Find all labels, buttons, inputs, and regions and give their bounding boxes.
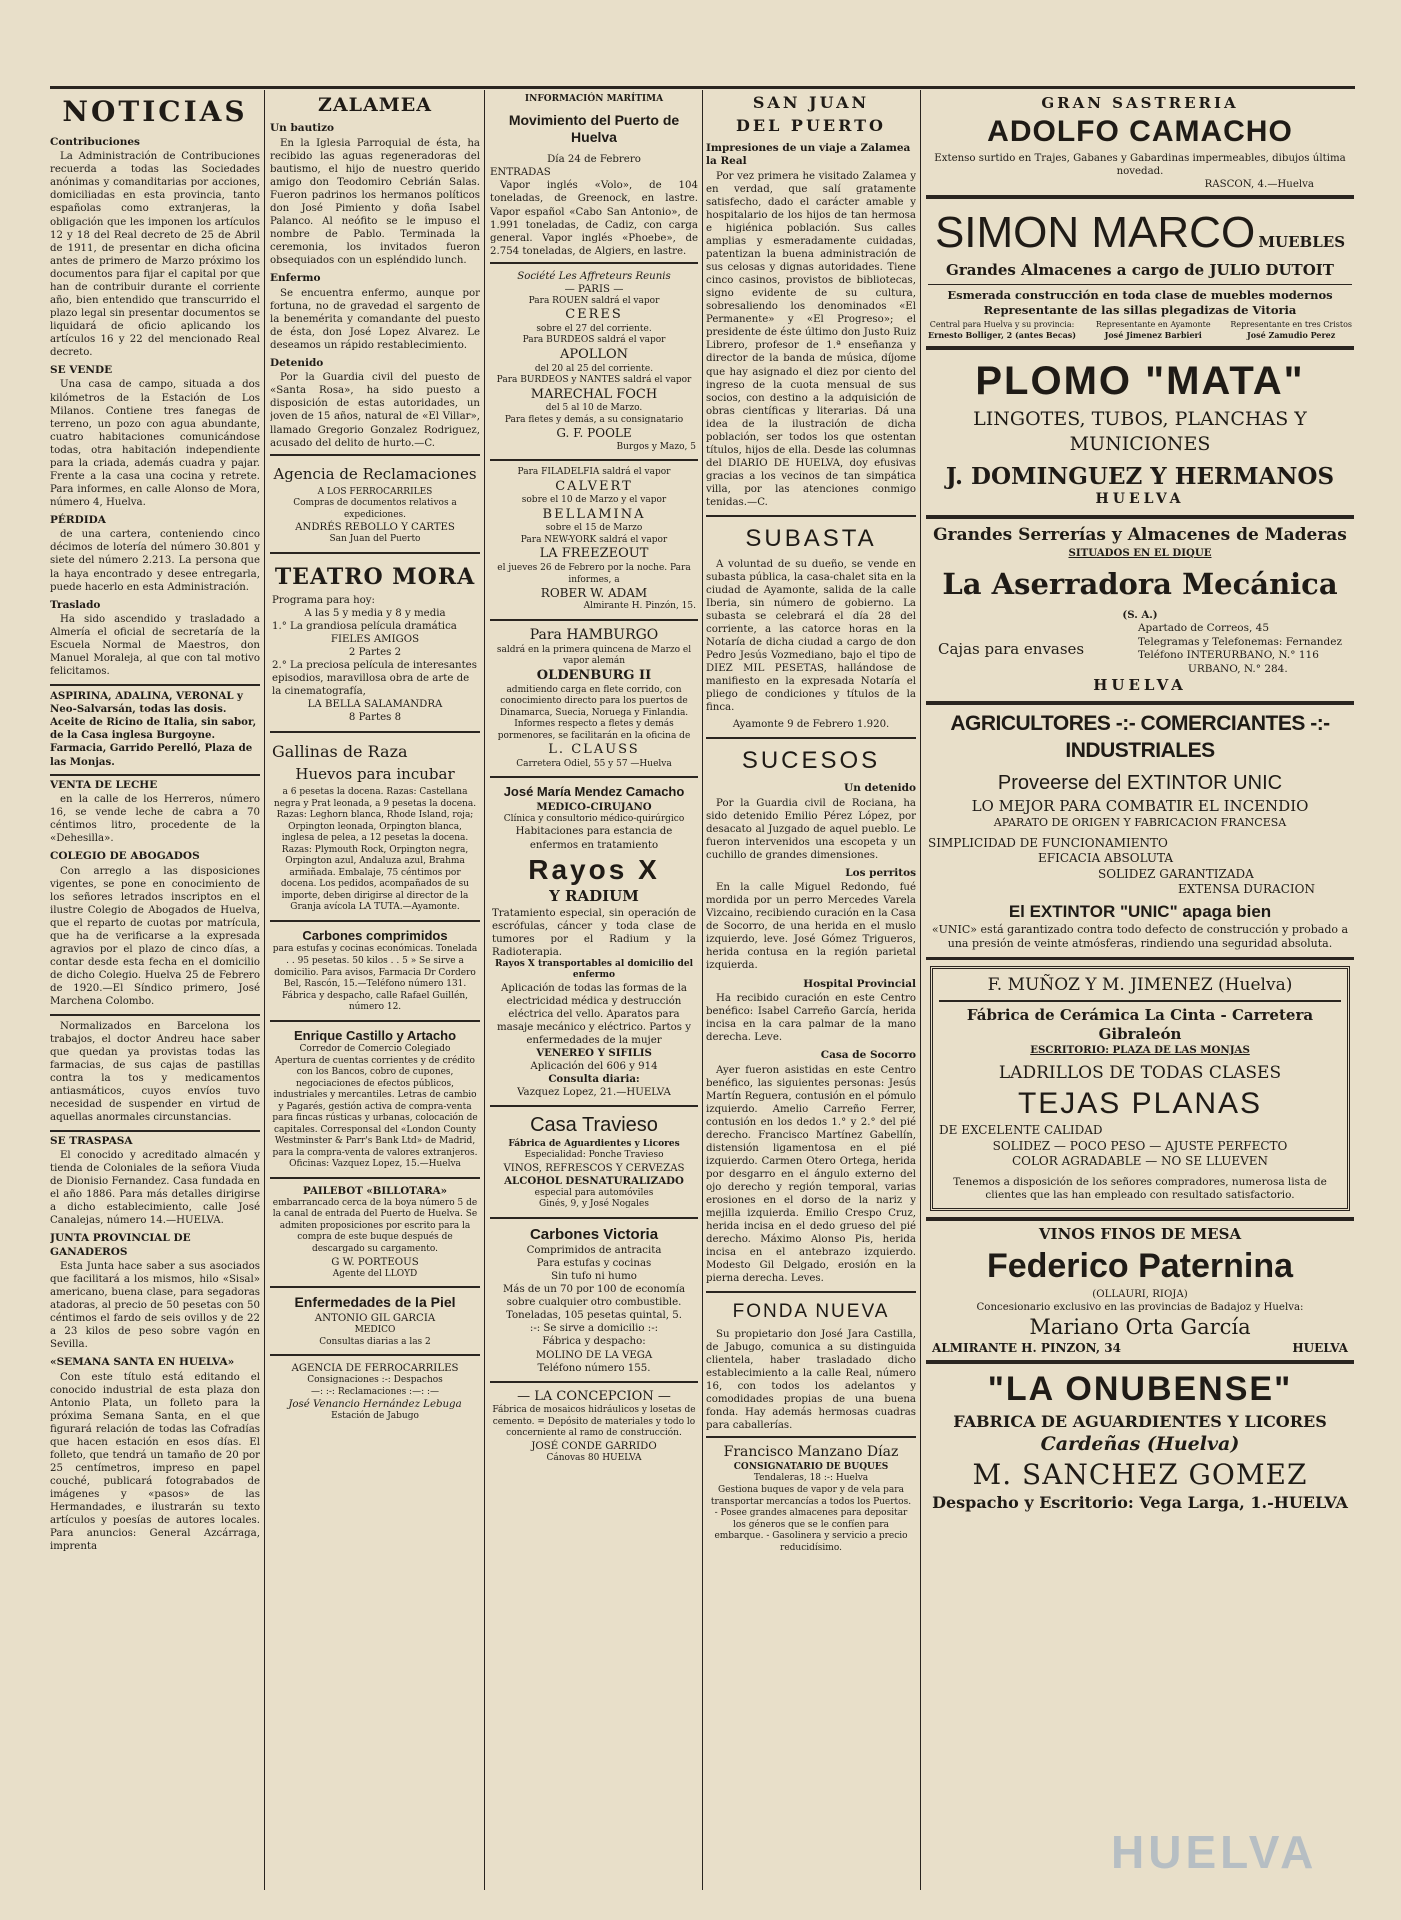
ad-text: 8 Partes 8 — [348, 712, 402, 724]
news-text: El conocido y acreditado almacén y tienda de Coloniales de la señora Viuda de Dionisio Fernandez. Casa fundada en el año 1886. Para más detalles dirigirse a dicho establecimiento, calle José Canalejas, número 14.—HUELVA. — [50, 1149, 260, 1227]
ad-text: Ginés, 9, y José Nogales — [539, 1199, 649, 1210]
ad-subtitle: Fábrica de Cerámica La Cinta - Carretera Gibraleón — [966, 1005, 1314, 1044]
column-maritima — [490, 90, 698, 1890]
news-text: En la calle Miguel Redondo, fué mordida por un perro Mercedes Varela Vizcaino, recibiendo curación en la Casa de Socorro, de una herida en el muslo izquierdo, leve. José Gómez Trigueros, herida contusa en la región parietal izquierda. — [706, 882, 916, 972]
ad-subtitle: VINOS FINOS DE MESA — [1038, 1225, 1242, 1244]
news-text: Por la Guardia civil del puesto de «Santa Rosa», ha sido puesto a disposición de estas autoridades, un joven de 15 años, natural de «El Villar», llamado Gregorio Gonzalez Rodriguez, acusado del delito de hurto.—C. — [270, 372, 480, 449]
travieso-ad — [490, 1105, 698, 1217]
news-text: Ayamonte 9 de Febrero 1.920. — [732, 719, 890, 731]
ad-name: J. DOMINGUEZ Y HERMANOS — [945, 462, 1335, 490]
ad-title: José María Mendez Camacho — [503, 784, 685, 800]
news-heading: Traslado — [50, 598, 101, 611]
ad-text: Representante en Ayamonte — [1095, 319, 1211, 329]
news-heading: COLEGIO DE ABOGADOS — [50, 850, 200, 863]
ad-text: 1.° La grandiosa película dramática — [272, 621, 457, 633]
news-heading: Un detenido — [844, 782, 916, 795]
ad-title: Carbones comprimidos — [302, 927, 448, 943]
section-title: SUBASTA — [745, 525, 877, 553]
news-text: Se encuentra enfermo, aunque por fortuna, no de gravedad el sargento de la benemérita y comandante del puesto de ésta, don José Lopez Alvarez. Le deseamos un rápido restablecimiento. — [270, 287, 480, 351]
ad-text: Habitaciones para estancia de enfermos en tratamiento — [515, 826, 673, 851]
ad-text: Despacho y Escritorio: Vega Larga, 1.-HUELVA — [932, 1492, 1348, 1512]
news-text: Esta Junta hace saber a sus asociados que facilitará a los mismos, hilo «Sisal» americano, buena clase, para segadoras atadoras, al precio de 50 pesetas con 50 céntimos el fardo de seis ovillos y de 22 a 23 kilos de peso sobre vagón en Sevilla. — [50, 1261, 260, 1351]
news-heading: Contribuciones — [50, 135, 140, 148]
ad-subtitle: Proveerse del EXTINTOR UNIC — [997, 771, 1283, 794]
news-heading: ENTRADAS — [490, 167, 551, 179]
news-text: Una casa de campo, situada a dos kilómetros de la Estación de Los Milanos. Contiene tres fanegas de terreno, un pozo con agua abundante, cuatro habitaciones comunicándose todas, otra habitación independiente para la criada, además cuadra y pajar. Frente a la casa una cocina y retrete. Para informes, en calle Alonso de Mora, número 4, Huelva. — [50, 379, 260, 508]
ad-text: MEDICO — [354, 1325, 396, 1336]
ad-text: Fábrica de mosaicos hidráulicos y losetas de cemento. = Depósito de materiales y todo lo concerniente al ramo de construcción. — [492, 1405, 696, 1439]
ad-text: a 6 pesetas la docena. Razas: Castellana negra y Prat leonada, a 9 pesetas la docena. Razas: Leghorn blanca, Rhode Island, roja; Orpington leonada, Orpington blanca, inglesa de pelea, a 12 pesetas la docena. Razas: Plymouth Rock, Orpington negra, Orpington azul, Andaluza azul, Brahma armiñada. Embalaje, 75 céntimos por docena. Los pedidos, acompañados de su importe, deben dirigirse al director de la Granja avícola LA TUTA.—Ayamonte. — [273, 787, 477, 913]
ad-text: Agente del LLOYD — [332, 1268, 418, 1279]
news-text: Vapor inglés «Volo», de 104 toneladas, de Greenock, en lastre. Vapor español «Cabo San Antonio», de 1.991 toneladas, de Cadiz, con carga general. Vapor inglés «Phoebe», de 2.754 toneladas, de Algiers, en lastre. — [490, 180, 698, 257]
fonda-section — [706, 1291, 916, 1432]
news-heading: VENTA DE LECHE — [50, 774, 260, 792]
ad-name: ANDRÉS REBOLLO Y CARTES — [295, 522, 455, 534]
ad-text: VINOS, REFRESCOS Y CERVEZAS — [503, 1162, 685, 1174]
column-anuncios — [926, 90, 1354, 1890]
ad-title: F. MUÑOZ Y M. JIMENEZ (Huelva) — [939, 975, 1341, 1002]
ship-name: MARECHAL FOCH — [530, 386, 658, 402]
ad-text: LO MEJOR PARA COMBATIR EL INCENDIO — [971, 796, 1309, 815]
ad-text: Telegramas y Telefonemas: Fernandez — [1137, 635, 1342, 648]
column-noticias — [50, 90, 260, 1890]
ad-text: ALCOHOL DESNATURALIZADO — [504, 1174, 684, 1187]
news-heading: JUNTA PROVINCIAL DE GANADEROS — [50, 1232, 191, 1258]
ad-text: sobre el 15 de Marzo — [545, 523, 643, 534]
ad-text: Para estufas y cocinas — [536, 1258, 652, 1270]
concepcion-ad — [490, 1381, 698, 1471]
ad-text: LA BELLA SALAMANDRA — [307, 699, 443, 711]
aspirina-ad: ASPIRINA, ADALINA, VERONAL y Neo-Salvarsán, todas las dosis. Aceite de Ricino de Italia, sin sabor, de la Casa inglesa Burgoyne. Farmacia, Garrido Perelló, Plaza de las Monjas. — [50, 684, 260, 768]
ad-text: (OLLAURI, RIOJA) — [1092, 1289, 1188, 1301]
ad-text: Sin tufo ni humo — [551, 1271, 637, 1283]
ad-title: Enrique Castillo y Artacho — [293, 1027, 457, 1043]
ad-title: Francisco Manzano Díaz — [723, 1444, 899, 1461]
ad-text: Consultas diarias a las 2 — [319, 1336, 431, 1347]
ad-text: Apertura de cuentas corrientes y de crédito con los Bancos, cobro de cupones, negociaciones de efectos públicos, industriales y mercantiles. Letras de cambio y Pagarés, gestión activa de compra-venta para fincas rústicas y urbanas, colocación de capitales. Corresponsal del «London County Westminster & Parr's Bank Ltd» de Madrid, para la compra-venta de valores extranjeros. Oficinas: Vazquez Lopez, 15.—Huelva — [272, 1055, 478, 1170]
ad-text: Tratamiento especial, sin operación de escrófulas, cáncer y toda clase de tumores por el Radium y la Radioterapia. — [492, 907, 696, 958]
ad-text: Almirante H. Pinzón, 15. — [583, 601, 696, 612]
gallinas-ad — [270, 731, 480, 920]
ad-name: ROBER W. ADAM — [540, 586, 648, 601]
section-kicker: INFORMACIÓN MARÍTIMA — [524, 94, 664, 104]
ad-title: Gallinas de Raza — [272, 741, 408, 761]
ad-text: sobre el 27 del corriente. — [536, 323, 652, 334]
ad-text: Para ROUEN saldrá el vapor — [528, 295, 660, 306]
extintor-ad — [926, 701, 1354, 960]
ad-text: especial para automóviles — [534, 1187, 654, 1198]
ad-text: Para fletes y demás, a su consignatario — [504, 414, 684, 425]
ad-text: ESCRITORIO: PLAZA DE LAS MONJAS — [1030, 1044, 1250, 1057]
ad-subtitle: SITUADOS EN EL DIQUE — [1068, 547, 1212, 560]
ad-title: PAILEBOT «BILLOTARA» — [303, 1184, 447, 1197]
ad-text: Teléfono número 155. — [537, 1362, 651, 1374]
ship-name: OLDENBURG II — [536, 667, 652, 683]
ad-text: Especialidad: Ponche Travieso — [524, 1150, 664, 1161]
ad-text: Para BURDEOS y NANTES saldrá el vapor — [496, 375, 692, 386]
ad-text: HUELVA — [1095, 491, 1185, 508]
ad-name: G W. PORTEOUS — [331, 1256, 419, 1268]
news-text: Ha sido ascendido y trasladado a Almería el oficial de secretaría de la Escuela Normal de Maestros, don Manuel Moraleja, al que con tal motivo felicitamos. — [50, 614, 260, 678]
ad-name: M. SANCHEZ GOMEZ — [972, 1457, 1308, 1491]
ad-text: 2.° La preciosa película de interesantes episodios, maravillosa obra de arte de la cinematografía, — [272, 660, 477, 698]
ad-text: Clínica y consultorio médico-quirúrgico — [503, 813, 685, 824]
ad-text: VENEREO Y SIFILIS — [536, 1047, 652, 1060]
section-title: FONDA NUEVA — [732, 1301, 890, 1323]
ad-text: —: :-: Reclamaciones :—: :— — [310, 1386, 440, 1397]
ad-text: Central para Huelva y su provincia: — [929, 319, 1075, 329]
pailebot-ad — [270, 1177, 480, 1286]
ad-name: L. CLAUSS — [548, 742, 640, 758]
ad-text: FIELES AMIGOS — [330, 634, 420, 646]
news-text: Con arreglo a las disposiciones vigentes, se pone en conocimiento de los señores letrados inscriptos en el ilustre Colegio de Abogados de Huelva, que el reparto de cuotas por matrícula, que ha de verificarse a la expresada agravios por el plazo de cinco días, a contar desde esta fecha en el domicilio de dicho Colegio. Huelva 25 de Febrero de 1920.—El Síndico primero, José Marchena Colombo. — [50, 865, 260, 1008]
section-title: NOTICIAS — [62, 95, 248, 128]
news-text: en la calle de los Herreros, número 16, se vende leche de cabra a 70 céntimos litro, procedente de la «Dehesilla». — [50, 793, 260, 845]
ad-text: Para FILADELFIA saldrá el vapor — [517, 467, 671, 478]
ad-text: DE EXCELENTE CALIDAD — [939, 1123, 1103, 1138]
ad-text: ALMIRANTE H. PINZON, 34 — [932, 1341, 1121, 1356]
ad-title: AGENCIA DE FERROCARRILES — [291, 1363, 459, 1375]
ad-text: Cajas para envases — [938, 639, 1085, 658]
ad-text: Esmerada construcción en toda clase de muebles modernos — [928, 284, 1352, 303]
ad-title: Enfermedades de la Piel — [294, 1294, 456, 1311]
ad-text: APARATO DE ORIGEN Y FABRICACION FRANCESA — [993, 815, 1287, 829]
news-heading: Enfermo — [270, 272, 321, 285]
societe-ad — [490, 262, 698, 459]
ad-text: Concesionario exclusivo en las provincias de Badajoz y Huelva: — [976, 1302, 1304, 1314]
ad-text: SOLIDEZ GARANTIZADA — [1098, 866, 1254, 881]
ad-subtitle: MUEBLES — [1258, 232, 1346, 251]
ad-text: Para NEW-YORK saldrá el vapor — [520, 534, 668, 545]
ad-text: (S. A.) — [1122, 609, 1158, 622]
ad-subtitle: Huevos para incubar — [295, 765, 455, 783]
ad-subtitle: CONSIGNATARIO DE BUQUES — [733, 1461, 889, 1472]
ad-title: Agencia de Reclamaciones — [273, 464, 477, 483]
ad-text: saldrá en la primera quincena de Marzo el vapor alemán — [496, 644, 692, 667]
section-title: ZALAMEA — [318, 94, 432, 116]
news-text: Por la Guardia civil de Rociana, ha sido detenido Emilio Pérez López, por desacato al Juzgado de aquel pueblo. Le fueron intervenidos una escopeta y un cuchillo de grandes dimensiones. — [706, 797, 916, 861]
manzano-ad — [706, 1436, 916, 1560]
archive-watermark: HUELVA — [1111, 1826, 1318, 1878]
ferrocarriles-ad — [270, 1354, 480, 1429]
ad-subtitle: Grandes Almacenes a cargo de JULIO DUTOIT — [946, 261, 1334, 280]
ad-title: Société Les Affreteurs Reunis — [517, 270, 671, 282]
news-text: En la Iglesia Parroquial de ésta, ha recibido las aguas regeneradoras del bautismo, el hijo de nuestro querido amigo don Teodomiro Cebrián Salas. Fueron padrinos los hermanos políticos don José Pimiento y doña Isabel Palanco. Al neófito se le impuso el nombre de Pablo. Terminada la ceremonia, los invitados fueron obsequiados con un espléndido lunch. — [270, 137, 480, 267]
ad-text: URBANO, N.° 284. — [1187, 662, 1288, 675]
ad-name: JOSÉ CONDE GARRIDO — [531, 1440, 657, 1452]
ad-title: PLOMO "MATA" — [975, 359, 1305, 404]
ad-title: "LA ONUBENSE" — [987, 1370, 1293, 1409]
top-rule — [50, 86, 1355, 89]
ad-title: Federico Paternina — [986, 1246, 1294, 1285]
ad-text: Aplicación del 606 y 914 — [530, 1061, 658, 1073]
news-text: Normalizados en Barcelona los trabajos, el doctor Andreu hace saber que quedan ya provistas todas las farmacias, de sus cajas de pastillas contra la tos y medicamentos antiasmáticos, cuyos envíos tuvo necesidad de suspender en virtud de aquellas anormales circunstancias. — [50, 1014, 260, 1124]
ad-text: admitiendo carga en flete corrido, con conocimiento directo para los puertos de Dinamarca, Suecia, Noruega y Finlandia. Informes respecto a fletes y demás pormenores, se facilitarán en la oficina de — [497, 684, 691, 741]
column-rule — [484, 90, 485, 1890]
ad-text: Más de un 70 por 100 de economía sobre cualquier otro combustible. — [502, 1284, 686, 1309]
ad-text: Para BURDEOS saldrá el vapor — [522, 335, 666, 346]
ad-title: Grandes Serrerías y Almacenes de Maderas — [933, 525, 1347, 546]
ad-text: Cánovas 80 HUELVA — [546, 1452, 642, 1463]
ad-text: EFICACIA ABSOLUTA — [1038, 851, 1174, 866]
ad-text: José Jimenez Barbieri — [1104, 329, 1202, 340]
ad-title: — LA CONCEPCION — — [517, 1388, 671, 1404]
section-title: SAN JUAN — [752, 93, 870, 112]
ad-text: «UNIC» está garantizado contra todo defecto de construcción y probado a una presión de veinte atmósferas, rindiendo una seguridad absoluta. — [931, 922, 1349, 951]
victoria-ad — [490, 1217, 698, 1381]
ship-name: CERES — [565, 307, 623, 323]
ad-text: HUELVA — [1292, 1341, 1348, 1356]
ad-name: José Venancio Hernández Lebuga — [288, 1399, 462, 1411]
ad-text: Tenemos a disposición de los señores compradores, numerosa lista de clientes que las han empleado con resultado satisfactorio. — [953, 1175, 1327, 1201]
ad-text: el jueves 26 de Febrero por la noche. Para informes, a — [497, 563, 691, 585]
column-san-juan — [706, 90, 916, 1890]
ad-text: Programa para hoy: — [272, 595, 375, 607]
ad-text: LINGOTES, TUBOS, PLANCHAS Y MUNICIONES — [973, 408, 1307, 455]
teatro-ad — [270, 552, 480, 731]
representantes-row — [928, 320, 1352, 340]
ad-subtitle: FABRICA DE AGUARDIENTES Y LICORES — [953, 1411, 1327, 1431]
ad-name: G. F. POOLE — [556, 426, 632, 441]
hamburgo-ad — [490, 619, 698, 776]
ad-title: AGRICULTORES -:- COMERCIANTES -:- INDUSTRIALES — [950, 712, 1330, 763]
ad-text: Compras de documentos relativos a expediciones. — [293, 498, 457, 520]
news-heading: Detenido — [270, 356, 324, 369]
ad-subtitle: Fábrica de Aguardientes y Licores — [508, 1138, 680, 1149]
onubense-ad — [926, 1360, 1354, 1517]
news-heading: PÉRDIDA — [50, 513, 106, 526]
ad-text: Gestiona buques de vapor y de vela para transportar mercancías a todos los Puertos. - Posee grandes almacenes para depositar los géneros que se le confíen para embarque. - Gasolinera y servicio a precio reducidísimo. — [710, 1485, 912, 1553]
section-title: DEL PUERTO — [736, 116, 886, 136]
ad-text: LADRILLOS DE TODAS CLASES — [998, 1063, 1282, 1084]
ad-text: Carretera Odiel, 55 y 57 —Huelva — [516, 758, 672, 769]
ad-text: El EXTINTOR "UNIC" apaga bien — [1008, 902, 1272, 922]
ad-text: Toneladas, 105 pesetas quintal, 5. — [505, 1310, 682, 1322]
news-text: Su propietario don José Jara Castilla, de Jabugo, comunica a su distinguida clientela, haber trasladado dicho establecimiento a la calle Real, número 16, con todos los adelantos y comodidades propias de una buena fonda. Hay además hermosas cuadras para caballerías. — [706, 1328, 916, 1432]
ad-text: SOLIDEZ — POCO PESO — AJUSTE PERFECTO — [992, 1138, 1288, 1153]
ad-text: para estufas y cocinas económicas. Tonelada . . 95 pesetas. 50 kilos . . 5 » Se sirve a domicilio. Para avisos, Farmacia Dr Cordero Bel, Rascón, 15.—Teléfono número 131. Fábrica y despacho, calle Rafael Guillén, número 12. — [272, 944, 478, 1013]
ad-text: José Zamudio Perez — [1247, 329, 1336, 340]
ad-text: del 20 al 25 del corriente. — [534, 363, 654, 374]
ad-text: San Juan del Puerto — [329, 534, 421, 545]
ad-text: Representante de las sillas plegadizas de Vitoria — [983, 302, 1297, 317]
news-text: La Administración de Contribuciones recuerda a todas las Sociedades anónimas y comanditarias por acciones, domiciliadas en esta provincia, tanto españolas como extranjeras, la obligación que les imponen los artículos 12 y 18 del Real decreto de 25 de Abril de 1911, de presentar en dicha oficina antes de primero de Marzo próximo los documentos para fijar el capital por que han de contribuir durante el corriente año, bien entendido que transcurrido el plazo legal sin presentar documentos se liquidará de oficio aplicando los artículos 16 y 22 del mencionado Real decreto. — [50, 151, 260, 358]
column-rule — [920, 90, 921, 1890]
sucesos-section — [706, 737, 916, 1285]
ship-name: CALVERT — [555, 478, 633, 494]
piel-ad — [270, 1286, 480, 1354]
ad-text: embarrancado cerca de la boya número 5 de la canal de entrada del Puerto de Huelva. Se admiten proposiciones por escrito para la compra de este buque después de descargado su cargamento. — [272, 1197, 478, 1254]
news-heading: Impresiones de un viaje a Zalamea la Real — [706, 141, 911, 168]
ad-headline: Rayos X — [528, 853, 660, 885]
ad-text: Representante en tres Cristos — [1230, 319, 1352, 329]
section-title: Movimiento del Puerto de Huelva — [508, 111, 680, 146]
ad-text: Extenso surtido en Trajes, Gabanes y Gabardinas impermeables, dibujos última novedad. — [934, 152, 1346, 177]
ship-name: APOLLON — [559, 346, 629, 362]
ad-text: Vazquez Lopez, 21.—HUELVA — [517, 1087, 671, 1099]
ad-text: COLOR AGRADABLE — NO SE LLUEVEN — [1011, 1154, 1269, 1169]
subasta-section — [706, 515, 916, 731]
ad-title: Para HAMBURGO — [529, 627, 659, 643]
ship-name: LA FREEZEOUT — [539, 546, 649, 562]
ad-text: 2 Partes 2 — [348, 647, 402, 659]
news-text: Por vez primera he visitado Zalamea y en verdad, que salí gratamente satisfecho, dado el carácter amable y hospitalario de los hijos de tan hermosa e higiénica población. Sus calles amplias y esmeradamente cuidadas, patentizan la buena administración de sus celosas y dignas autoridades. Tiene cinco casinos, provistos de bibliotecas, signo evidente de su cultura, sobresaliendo los denominados «El Permanente» y «El Progreso»; el presidente de éste último don Justo Ruiz Librero, profesor de 1.ª enseñanza y director de la banda de música, díjome que hay asignado el diez por ciento del ingreso de la cuota mensual de sus socios, con destino a la adquisición de obras científicas y literarias. Dá una idea de la ilustración de dicha población, ser todos los que ostentan títulos, hijos de ella. Desde las columnas del DIARIO DE HUELVA, doy efusivas gracias a los vecinos de tan simpática villa, por las atenciones conmigo tenidas.—C. — [706, 170, 916, 508]
ad-text: Rayos X transportables al domicilio del enfermo — [494, 958, 693, 981]
ad-title: SIMON MARCO — [934, 207, 1256, 257]
column-zalamea — [270, 90, 480, 1890]
ad-text: Consulta diaria: — [548, 1073, 640, 1086]
ad-text: HUELVA — [1093, 675, 1187, 694]
ad-headline: La Aserradora Mecánica — [942, 567, 1338, 602]
ad-headline: TEJAS PLANAS — [1017, 1087, 1263, 1121]
ad-text: Comprimidos de antracita — [526, 1245, 662, 1257]
ad-text: — PARIS — — [564, 283, 624, 295]
agencia-ad — [270, 454, 480, 552]
carbones-ad — [270, 920, 480, 1020]
ad-text: A LOS FERROCARRILES — [317, 486, 433, 497]
ad-text: Burgos y Mazo, 5 — [616, 441, 696, 452]
ad-subtitle: Y RADIUM — [549, 887, 639, 906]
ad-subtitle: Corredor de Comercio Colegiado — [299, 1044, 451, 1055]
ad-title: TEATRO MORA — [274, 563, 476, 590]
ad-title: Carbones Victoria — [529, 1225, 659, 1243]
ad-text: A las 5 y media y 8 y media — [304, 608, 446, 620]
ad-text: Apartado de Correos, 45 — [1137, 622, 1270, 635]
newspaper-page — [50, 90, 1355, 1890]
castillo-ad — [270, 1020, 480, 1177]
news-heading: «SEMANA SANTA EN HUELVA» — [50, 1356, 235, 1369]
ad-name: ANTONIO GIL GARCIA — [314, 1312, 436, 1324]
news-heading: Hospital Provincial — [803, 977, 916, 990]
mendez-ad — [490, 776, 698, 1105]
news-heading: Un bautizo — [270, 122, 335, 135]
news-heading: Los perritos — [845, 866, 916, 879]
column-rule — [264, 90, 265, 1890]
ad-title: Casa Travieso — [530, 1114, 658, 1137]
ad-text: del 5 al 10 de Marzo. — [545, 403, 643, 414]
news-text: de una cartera, conteniendo cinco décimos de lotería del número 30.801 y siete del número 2.213. La persona que la haya encontrado y desee entregarla, puede hacerlo en esta Administración. — [50, 529, 260, 593]
paternina-ad — [926, 1217, 1354, 1360]
news-text: Ayer fueron asistidas en este Centro benéfico, las siguientes personas: Jesús Martín Reguera, contusión en el pómulo izquierdo. Amelio Carreño Ferrer, contusión en los dedos 1.° y 2.° del pié derecho. Francisco Martínez Gabellín, distensión ligamentosa en el pié izquierdo. Carmen Otero Ortega, herida por desgarro en el ángulo externo del ojo derecho y región temporal, varias erosiones en el dorso de la nariz y mejilla izquierda. Emilio Crespo Cruz, herida incisa en el dedo grueso del pié derecho. Máximo Alonso Pis, herida incisa en el antebrazo izquierdo. Modesto Gil Delgado, erosión en la pierna derecha. Leves. — [706, 1064, 916, 1285]
news-heading: SE VENDE — [50, 364, 113, 377]
ad-text: MOLINO DE LA VEGA — [535, 1349, 653, 1361]
aserradora-ad — [926, 515, 1354, 701]
news-heading: Casa de Socorro — [820, 1049, 916, 1062]
plomo-ad — [926, 346, 1354, 515]
ad-subtitle: GRAN SASTRERIA — [1041, 94, 1239, 112]
ad-text: Ernesto Bolliger, 2 (antes Becas) — [928, 329, 1077, 340]
simon-marco-ad — [926, 195, 1354, 346]
sastreria-ad — [926, 90, 1354, 195]
ceramica-ad — [930, 966, 1350, 1211]
ad-text: Fábrica y despacho: — [542, 1336, 646, 1348]
section-title: SUCESOS — [741, 747, 881, 775]
filadelfia-ad — [490, 459, 698, 619]
ad-subtitle: MEDICO-CIRUJANO — [536, 800, 652, 813]
ad-text: Cardeñas (Huelva) — [1040, 1433, 1240, 1456]
ad-text: Teléfono INTERURBANO, N.° 116 — [1137, 649, 1319, 662]
news-text: Con este título está editando el conocido industrial de esta plaza don Antonio Plata, un folleto para la próxima Semana Santa, en el que figurará relación de todas las Cofradías que hacen estación en esos días. El folleto, que tendrá un tamaño de 20 por 25 centímetros, impreso en papel couché, publicará fotograbados de imágenes y «pasos» de las Hermandades, e ilustrarán su texto artículos y poesías de autores locales. Para anuncios: General Azcárraga, imprenta — [50, 1371, 260, 1553]
ad-text: sobre el 10 de Marzo y el vapor — [521, 495, 667, 506]
ad-text: RASCON, 4.—Huelva — [1204, 178, 1314, 190]
ad-text: Consignaciones :-: Despachos — [307, 1375, 443, 1386]
news-text: Ha recibido curación en este Centro benéfico: Isabel Carreño García, herida incisa en la cara palmar de la mano derecha. Leve. — [706, 992, 916, 1044]
news-date: Día 24 de Febrero — [547, 154, 641, 166]
ship-name: BELLAMINA — [542, 506, 646, 522]
ad-name: Mariano Orta García — [1029, 1315, 1251, 1340]
ad-title: ADOLFO CAMACHO — [987, 115, 1293, 149]
ad-text: EXTENSA DURACION — [1178, 881, 1315, 896]
ad-text: Aplicación de todas las formas de la electricidad médica y destrucción eléctrica del vello. Aparatos para masaje mecánico y eléctrico. Partos y enfermedades de la mujer — [497, 982, 691, 1046]
ad-text: SIMPLICIDAD DE FUNCIONAMIENTO — [928, 835, 1168, 850]
news-heading: SE TRASPASA — [50, 1130, 260, 1148]
ad-text: Tendaleras, 18 :-: Huelva — [753, 1473, 869, 1484]
column-rule — [702, 90, 703, 1890]
ad-text: Estación de Jabugo — [331, 1411, 419, 1422]
ad-text: :-: Se sirve a domicilio :-: — [529, 1323, 659, 1335]
news-text: A voluntad de su dueño, se vende en subasta pública, la casa-chalet sita en la ciudad de Ayamonte, salida de la calle Iberia, sin número de gobierno. La subasta se celebrará el día 28 del corriente, a las catorce horas en la Notaría de dicha ciudad a cargo de don Pedro Jesús Vozmediano, bajo el tipo de DIEZ MIL PESETAS, hallándose de manifiesto en la expresada Notaría el pliego de condiciones y títulos de la finca. — [706, 558, 916, 714]
